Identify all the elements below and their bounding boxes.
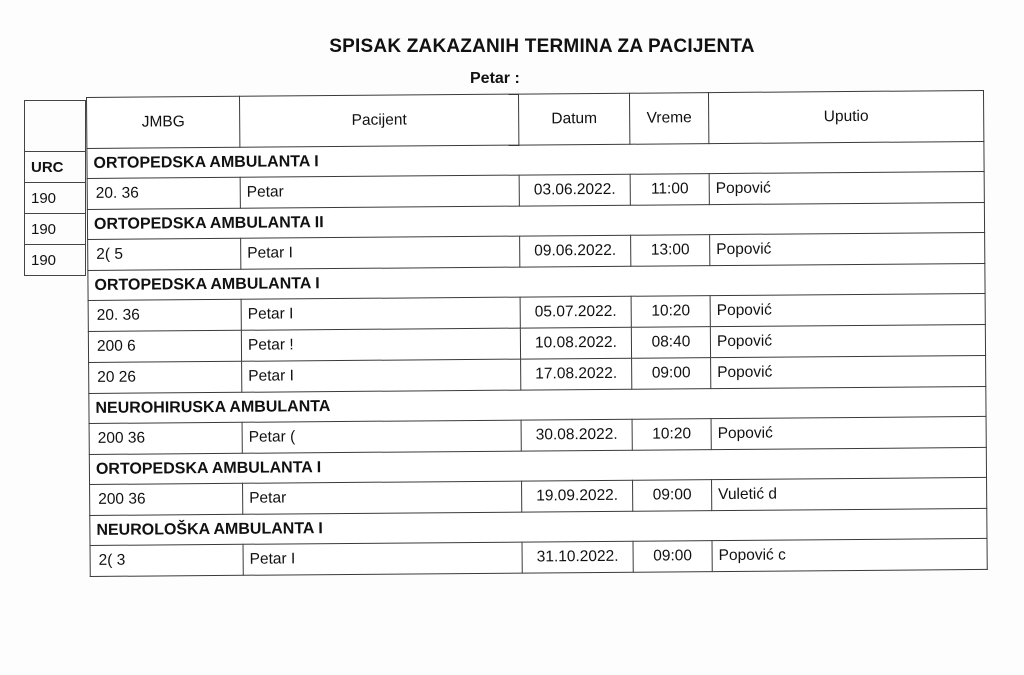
- cell-jmbg: 2( 5: [88, 238, 241, 270]
- table-row: [90, 538, 987, 576]
- cell-patient: Petar I: [241, 297, 520, 330]
- cell-patient: Petar I: [242, 359, 521, 392]
- header-datum: Datum: [518, 93, 629, 145]
- cell-referrer: Popović: [711, 355, 986, 388]
- back-table: [24, 100, 86, 276]
- cell-date: 30.08.2022.: [521, 419, 632, 451]
- cell-referrer: Popović: [710, 293, 985, 326]
- cell-date: 03.06.2022.: [519, 174, 630, 206]
- cell-time: 13:00: [631, 235, 710, 267]
- section-name: ORTOPEDSKA AMBULANTA I: [87, 141, 984, 178]
- cell-jmbg: 20 26: [89, 361, 242, 393]
- cell-jmbg: 2( 3: [90, 544, 243, 576]
- patient-name: Petar :: [470, 70, 520, 87]
- cell-jmbg: 200 36: [89, 422, 242, 454]
- back-table-header: [25, 101, 86, 152]
- cell-date: 19.09.2022.: [522, 480, 633, 512]
- cell-date: 31.10.2022.: [522, 541, 633, 573]
- header-uputio: Uputio: [708, 90, 983, 143]
- cell-jmbg: 20. 36: [87, 177, 240, 209]
- cell-time: 10:20: [632, 419, 711, 451]
- cell-date: 17.08.2022.: [521, 358, 632, 390]
- cell-time: 09:00: [633, 541, 712, 573]
- back-table-cell: 190: [25, 245, 86, 276]
- cell-time: 08:40: [631, 327, 710, 359]
- cell-time: 09:00: [633, 480, 712, 512]
- section-name: ORTOPEDSKA AMBULANTA II: [87, 202, 984, 239]
- section-name: ORTOPEDSKA AMBULANTA I: [89, 447, 986, 484]
- cell-patient: Petar (: [242, 420, 521, 453]
- header-pacijent: Pacijent: [239, 94, 518, 147]
- cell-date: 05.07.2022.: [520, 296, 631, 328]
- table-header-row: [87, 90, 984, 148]
- section-name: NEUROHIRUSKA AMBULANTA: [89, 386, 986, 423]
- cell-time: 09:00: [632, 358, 711, 390]
- cell-patient: Petar I: [243, 542, 522, 575]
- cell-date: 09.06.2022.: [520, 235, 631, 267]
- header-jmbg: JMBG: [87, 96, 240, 148]
- section-name: NEUROLOŠKA AMBULANTA I: [90, 508, 987, 545]
- table-body: [87, 141, 987, 576]
- cell-referrer: Popović: [709, 171, 984, 204]
- cell-time: 11:00: [630, 174, 709, 206]
- cell-referrer: Vuletić d: [712, 477, 987, 510]
- header-vreme: Vreme: [629, 93, 708, 145]
- cell-patient: Petar: [243, 481, 522, 514]
- cell-referrer: Popović: [710, 232, 985, 265]
- back-table-group: URC: [25, 152, 86, 183]
- cell-patient: Petar !: [241, 328, 520, 361]
- back-table-cell: 190: [25, 214, 86, 245]
- cell-patient: Petar: [240, 175, 519, 208]
- cell-jmbg: 20. 36: [88, 299, 241, 331]
- cell-referrer: Popović c: [712, 538, 987, 571]
- appointments-table: [86, 90, 988, 577]
- cell-date: 10.08.2022.: [520, 327, 631, 359]
- cell-time: 10:20: [631, 296, 710, 328]
- document-title: SPISAK ZAKAZANIH TERMINA ZA PACIJENTA: [329, 36, 755, 57]
- cell-referrer: Popović: [710, 324, 985, 357]
- cell-patient: Petar I: [241, 236, 520, 269]
- back-table-cell: 190: [25, 183, 86, 214]
- cell-referrer: Popović: [711, 416, 986, 449]
- cell-jmbg: 200 36: [90, 483, 243, 515]
- cell-jmbg: 200 6: [88, 330, 241, 362]
- section-name: ORTOPEDSKA AMBULANTA I: [88, 263, 985, 300]
